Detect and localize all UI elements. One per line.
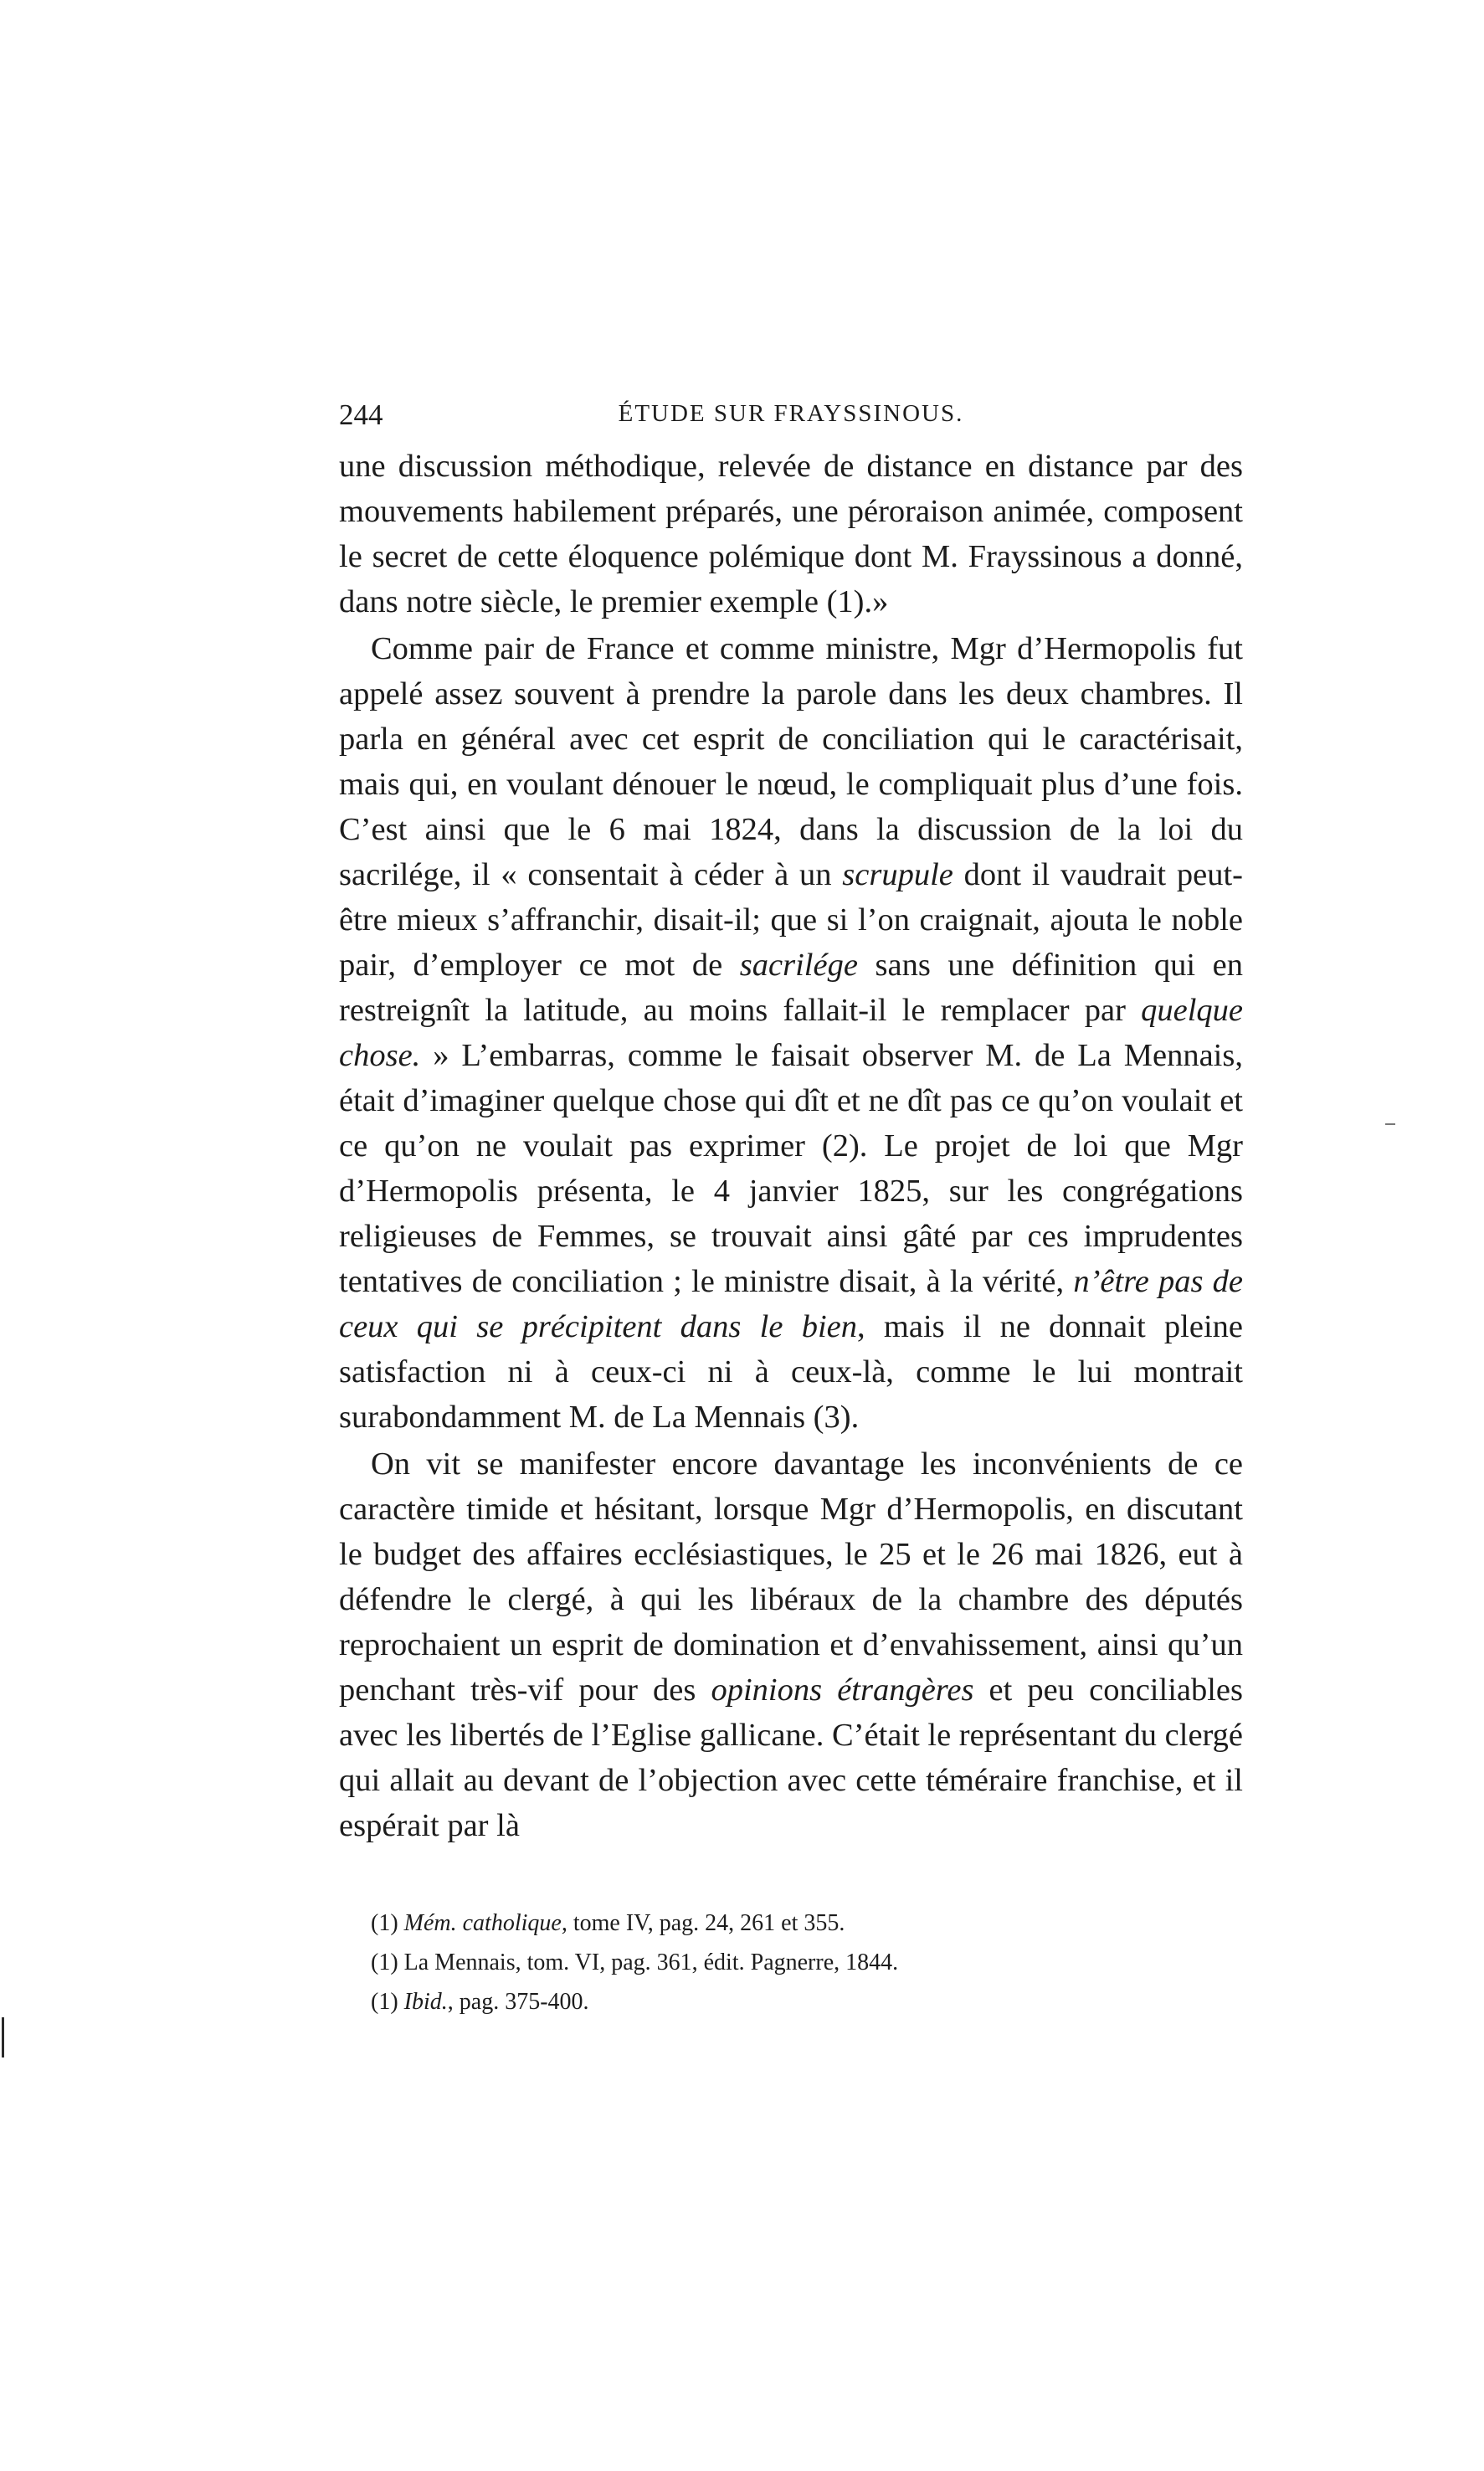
text-run: dont il vaudrait peut-être mieux s’affranchir, disait-il; que si l’on craignait, ajouta le noble pair, d’employer ce mot de xyxy=(339,857,1243,983)
italic-text: opinions étrangères xyxy=(711,1672,974,1708)
footnote xyxy=(339,1903,1243,1943)
text-run: » L’embarras, comme le faisait observer M. de La Mennais, était d’imaginer quelque chose qui dît et ne dît pas ce qu’on voulait et ce qu’on ne voulait pas exprimer (2). Le projet de loi que Mgr d’Hermopolis présenta, le 4 janvier 1825, sur les congrégations religieuses de Femmes, se trouvait ainsi gâté par ces imprudentes tentatives de conciliation ; le ministre disait, à la vérité, xyxy=(339,1038,1243,1299)
footnote xyxy=(339,1943,1243,1982)
paragraph xyxy=(339,1441,1243,1848)
footnotes xyxy=(339,1903,1243,2021)
text-run: (1) La Mennais, tom. VI, pag. 361, édit. Pagnerre, 1844. xyxy=(371,1950,899,1975)
text-run: , pag. 375-400. xyxy=(447,1989,589,2015)
paragraph xyxy=(339,626,1243,1440)
body-text xyxy=(339,444,1243,1848)
italic-text: sacrilége xyxy=(739,948,858,983)
text-run: tome IV, pag. 24, 261 et 355. xyxy=(567,1910,845,1936)
paragraph xyxy=(339,444,1243,624)
italic-text: Ibid. xyxy=(403,1989,448,2015)
text-run: et peu conciliables avec les libertés de l’Eglise gallicane. C’était le représentant du clergé qui allait au devant de l’objection avec cette téméraire franchise, et il espérait par là xyxy=(339,1672,1244,1843)
italic-text: n’être pas de ceux qui se précipitent dans le bien xyxy=(339,1264,1244,1344)
page-number: 244 xyxy=(339,398,383,431)
italic-text: scrupule xyxy=(842,857,953,892)
footnote xyxy=(339,1982,1243,2021)
running-title: ÉTUDE SUR FRAYSSINOUS. xyxy=(618,400,964,427)
text-run: Comme pair de France et comme ministre, Mgr d’Hermopolis fut appelé assez souvent à prendre la parole dans les deux chambres. Il parla en général avec cet esprit de conciliation qui le caractérisait, mais qui, en voulant dénouer le nœud, le compliquait plus d’une fois. C’est ainsi que le 6 mai 1824, dans la discussion de la loi du sacrilége, il « consentait à céder à un xyxy=(339,631,1243,892)
scan-edge-mark xyxy=(2,2017,4,2057)
text-run: une discussion méthodique, relevée de distance en distance par des mouvements habilement préparés, une péroraison animée, composent le secret de cette éloquence polémique dont M. Frayssinous a donné, dans notre siècle, le premier exemple (1).» xyxy=(339,449,1243,619)
text-run: (1) xyxy=(371,1910,404,1936)
italic-text: Mém. catholique, xyxy=(403,1910,567,1936)
running-head xyxy=(339,398,1243,439)
text-run: sans une définition qui en restreignît la latitude, au moins fallait-il le remplacer par xyxy=(339,948,1243,1028)
scan-edge-mark xyxy=(1385,1123,1395,1125)
italic-text: quelque chose. xyxy=(339,993,1243,1073)
text-run: , mais il ne donnait pleine satisfaction ni à ceux-ci ni à ceux-là, comme le lui montrait surabondamment M. de La Mennais (3). xyxy=(339,1309,1243,1435)
book-page xyxy=(339,398,1243,2021)
text-run: (1) xyxy=(371,1989,404,2015)
text-run: On vit se manifester encore davantage les inconvénients de ce caractère timide et hésitant, lorsque Mgr d’Hermopolis, en discutant le budget des affaires ecclésiastiques, le 25 et le 26 mai 1826, eut à défendre le clergé, à qui les libéraux de la chambre des députés reprochaient un esprit de domination et d’envahissement, ainsi qu’un penchant très-vif pour des xyxy=(339,1446,1243,1708)
